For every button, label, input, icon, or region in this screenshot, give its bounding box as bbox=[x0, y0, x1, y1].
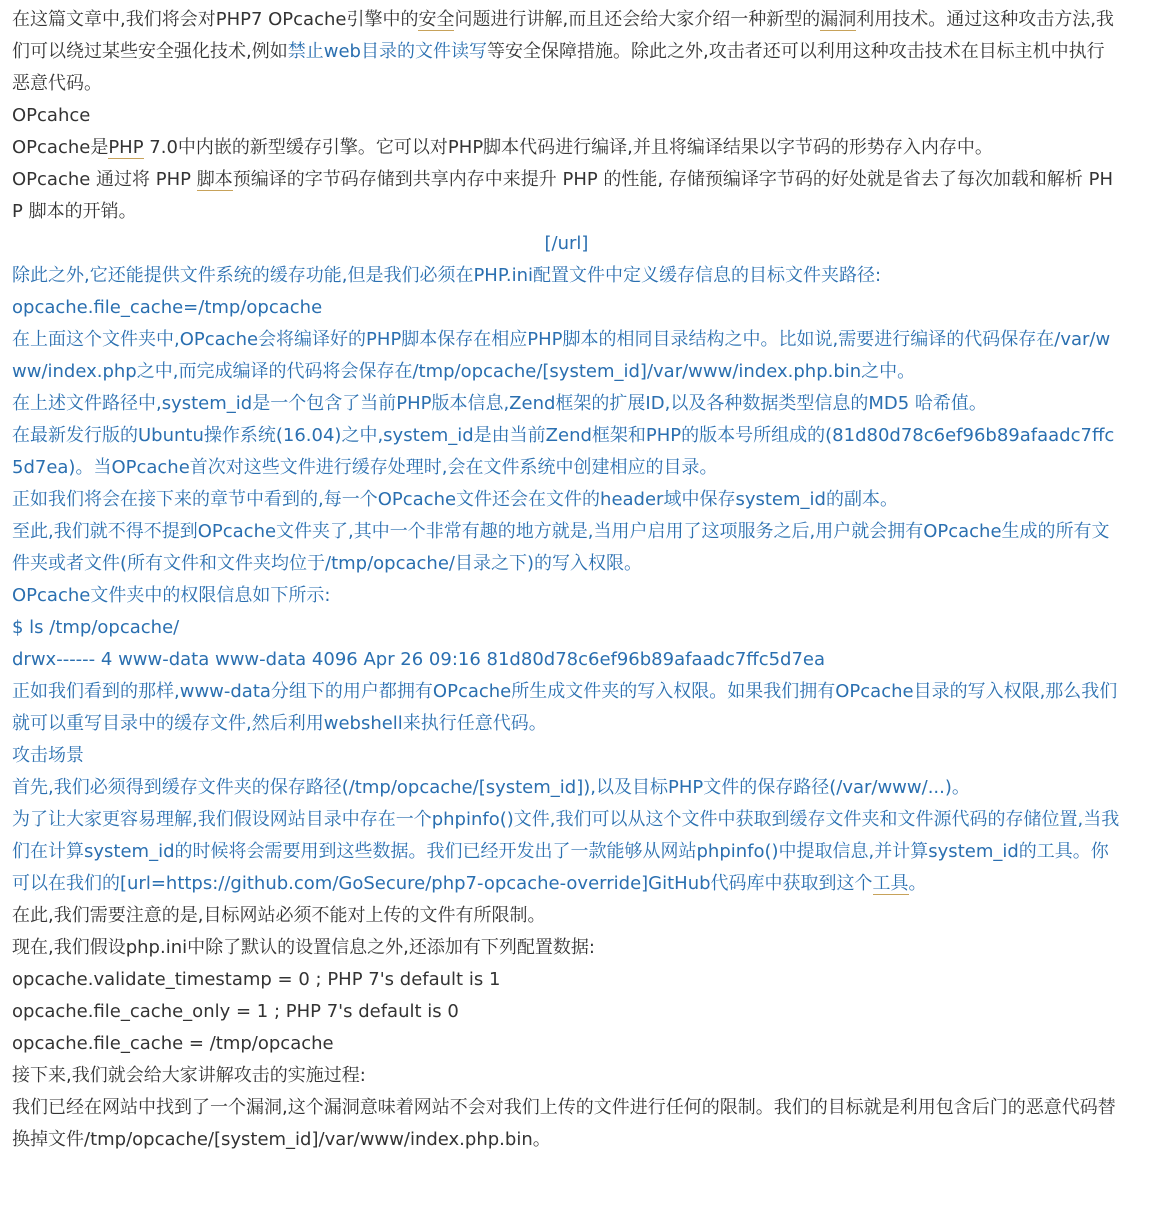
text-segment: 为了让大家更容易理解,我们假设网站目录中存在一个phpinfo()文件,我们可以从这个文件中获取到缓存文件夹和文件源代码的存储位置,当我们在计算system_id的时候将会需要用到这些数据。我们已经开发出了一款能够从网站phpinfo()中提取信息,并计算system_id的工具。你可以在我们的[url=https://github.com/GoSecure/php7-opcache-override]GitHub代码库中获取到这个 bbox=[12, 809, 1120, 894]
paragraph bbox=[12, 644, 1121, 676]
text-segment: 至此,我们就不得不提到OPcache文件夹了,其中一个非常有趣的地方就是,当用户启用了这项服务之后,用户就会拥有OPcache生成的所有文件夹或者文件(所有文件和文件夹均位于/tmp/opcache/目录之下)的写入权限。 bbox=[12, 521, 1110, 574]
paragraph bbox=[12, 996, 1121, 1028]
text-segment: 正如我们将会在接下来的章节中看到的,每一个OPcache文件还会在文件的header域中保存system_id的副本。 bbox=[12, 489, 898, 510]
text-segment: 。 bbox=[908, 873, 927, 894]
text-segment: 正如我们看到的那样,www-data分组下的用户都拥有OPcache所生成文件夹的写入权限。如果我们拥有OPcache目录的写入权限,那么我们就可以重写目录中的缓存文件,然后利用webshell来执行任意代码。 bbox=[12, 681, 1118, 734]
text-segment: OPcahce bbox=[12, 105, 91, 126]
paragraph bbox=[12, 740, 1121, 772]
paragraph bbox=[12, 1028, 1121, 1060]
paragraph bbox=[12, 260, 1121, 292]
text-segment: opcache.validate_timestamp = 0 ; PHP 7's default is 1 bbox=[12, 969, 501, 990]
text-segment: 接下来,我们就会给大家讲解攻击的实施过程: bbox=[12, 1065, 366, 1086]
text-segment: OPcache是 bbox=[12, 137, 109, 158]
text-segment: 等安全保障措施。除此之外,攻击者还可以利用这种攻击技术在目标主机中执行恶意代码。 bbox=[12, 41, 1105, 94]
text-segment: 利用技术。通过这种攻击方法,我们可以绕过某些安全强化技术,例如 bbox=[12, 9, 1114, 62]
paragraph bbox=[12, 100, 1121, 132]
text-segment: 预编译的字节码存储到共享内存中来提升 PHP 的性能, 存储预编译字节码的好处就是省去了每次加载和解析 PHP 脚本的开销。 bbox=[12, 169, 1113, 222]
paragraph bbox=[12, 1092, 1121, 1156]
paragraph bbox=[12, 516, 1121, 580]
paragraph bbox=[12, 1060, 1121, 1092]
text-segment: 在这篇文章中,我们将会对PHP7 OPcache引擎中的 bbox=[12, 9, 419, 30]
keyword-link[interactable]: PHP bbox=[108, 137, 144, 158]
keyword-link[interactable]: 脚本 bbox=[196, 169, 233, 190]
paragraph bbox=[12, 484, 1121, 516]
text-segment: opcache.file_cache = /tmp/opcache bbox=[12, 1033, 334, 1054]
paragraph bbox=[12, 932, 1121, 964]
paragraph bbox=[12, 292, 1121, 324]
text-segment: 在最新发行版的Ubuntu操作系统(16.04)之中,system_id是由当前Zend框架和PHP的版本号所组成的(81d80d78c6ef96b89afaadc7ffc5d7ea)。当OPcache首次对这些文件进行缓存处理时,会在文件系统中创建相应的目录。 bbox=[12, 425, 1115, 478]
text-segment: 在上面这个文件夹中,OPcache会将编译好的PHP脚本保存在相应PHP脚本的相同目录结构之中。比如说,需要进行编译的代码保存在/var/www/index.php之中,而完成编译的代码将会保存在/tmp/opcache/[system_id]/var/www/index.php.bin之中。 bbox=[12, 329, 1111, 382]
paragraph bbox=[12, 228, 1121, 260]
text-segment: opcache.file_cache=/tmp/opcache bbox=[12, 297, 323, 318]
paragraph bbox=[12, 804, 1121, 900]
paragraph bbox=[12, 772, 1121, 804]
text-segment: 我们已经在网站中找到了一个漏洞,这个漏洞意味着网站不会对我们上传的文件进行任何的限制。我们的目标就是利用包含后门的恶意代码替换掉文件/tmp/opcache/[system_id]/var/www/index.php.bin。 bbox=[12, 1097, 1116, 1150]
paragraph bbox=[12, 4, 1121, 100]
text-segment: 攻击场景 bbox=[12, 745, 84, 766]
text-segment: 问题进行讲解,而且还会给大家介绍一种新型的 bbox=[454, 9, 821, 30]
text-segment: $ ls /tmp/opcache/ bbox=[12, 617, 180, 638]
text-segment: 现在,我们假设php.ini中除了默认的设置信息之外,还添加有下列配置数据: bbox=[12, 937, 595, 958]
text-segment: 首先,我们必须得到缓存文件夹的保存路径(/tmp/opcache/[system_id]),以及目标PHP文件的保存路径(/var/www/...)。 bbox=[12, 777, 970, 798]
paragraph bbox=[12, 900, 1121, 932]
text-segment: 在上述文件路径中,system_id是一个包含了当前PHP版本信息,Zend框架的扩展ID,以及各种数据类型信息的MD5 哈希值。 bbox=[12, 393, 987, 414]
inline-link[interactable]: 禁止web目录的文件读写 bbox=[287, 41, 487, 62]
paragraph bbox=[12, 420, 1121, 484]
paragraph bbox=[12, 612, 1121, 644]
keyword-link[interactable]: 漏洞 bbox=[820, 9, 857, 30]
paragraph bbox=[12, 132, 1121, 164]
keyword-link[interactable]: 工具 bbox=[872, 873, 909, 894]
paragraph bbox=[12, 964, 1121, 996]
paragraph bbox=[12, 388, 1121, 420]
text-segment: 在此,我们需要注意的是,目标网站必须不能对上传的文件有所限制。 bbox=[12, 905, 546, 926]
text-segment: OPcache 通过将 PHP bbox=[12, 169, 197, 190]
text-segment: [/url] bbox=[544, 233, 589, 254]
keyword-link[interactable]: 安全 bbox=[418, 9, 455, 30]
paragraph bbox=[12, 324, 1121, 388]
paragraph bbox=[12, 580, 1121, 612]
paragraph bbox=[12, 676, 1121, 740]
text-segment: OPcache文件夹中的权限信息如下所示: bbox=[12, 585, 331, 606]
text-segment: opcache.file_cache_only = 1 ; PHP 7's default is 0 bbox=[12, 1001, 459, 1022]
text-segment: 除此之外,它还能提供文件系统的缓存功能,但是我们必须在PHP.ini配置文件中定义缓存信息的目标文件夹路径: bbox=[12, 265, 882, 286]
text-segment: drwx------ 4 www-data www-data 4096 Apr 26 09:16 81d80d78c6ef96b89afaadc7ffc5d7ea bbox=[12, 649, 826, 670]
paragraph bbox=[12, 164, 1121, 228]
text-segment: 7.0中内嵌的新型缓存引擎。它可以对PHP脚本代码进行编译,并且将编译结果以字节码的形势存入内存中。 bbox=[143, 137, 993, 158]
